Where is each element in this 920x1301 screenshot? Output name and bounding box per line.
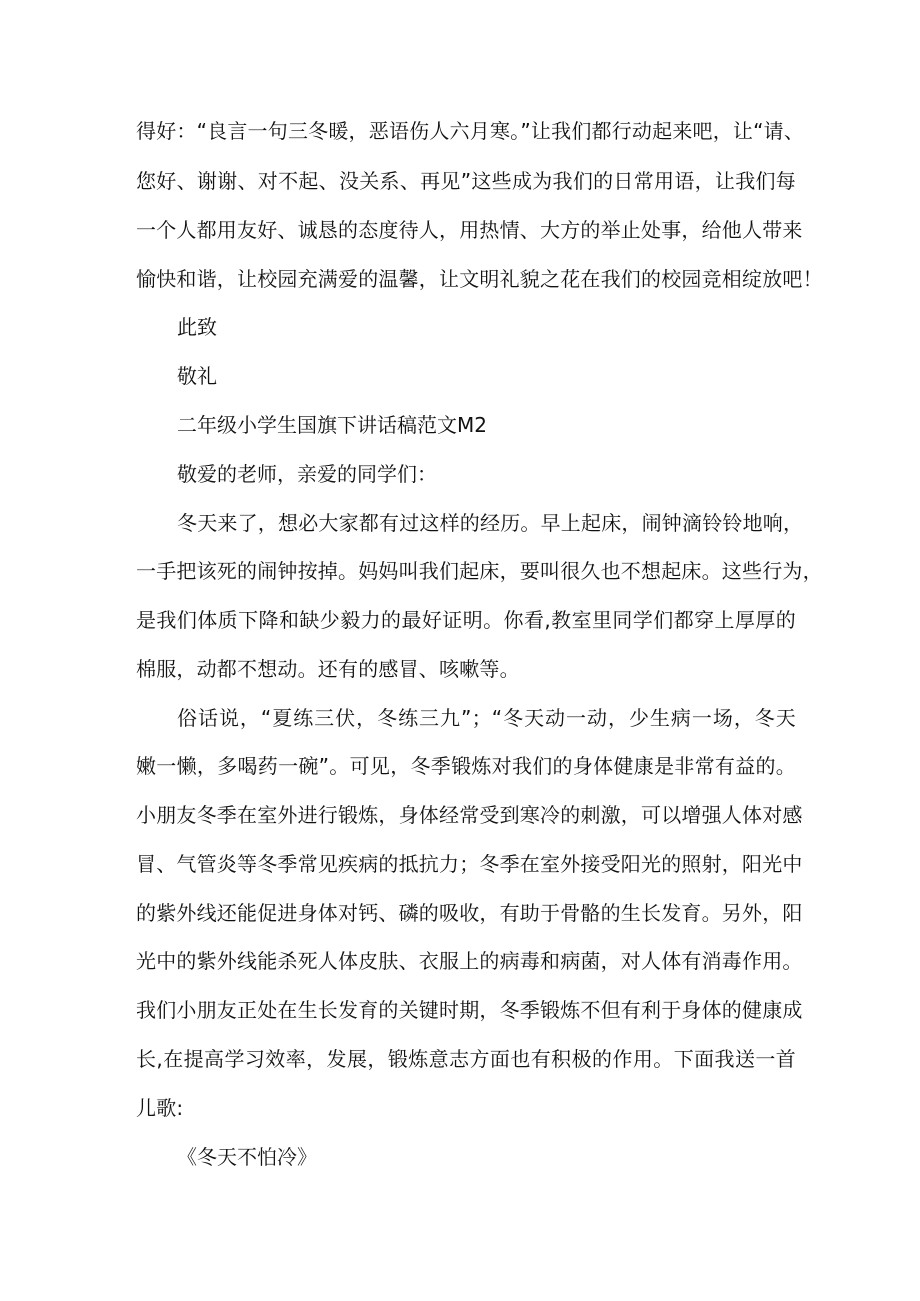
paragraph-line: 小朋友冬季在室外进行锻炼，身体经常受到寒冷的刺激，可以增强人体对感 (136, 803, 803, 827)
paragraph-line: 冬天来了，想必大家都有过这样的经历。早上起床，闹钟滴铃铃地响， (177, 511, 804, 535)
paragraph-line: 一个人都用友好、诚恳的态度待人，用热情、大方的举止处事，给他人带来 (136, 218, 803, 242)
paragraph-line: 一手把该死的闹钟按掉。妈妈叫我们起床，要叫很久也不想起床。这些行为， (136, 559, 823, 583)
paragraph-line: 长,在提高学习效率，发展，锻炼意志方面也有积极的作用。下面我送一首 (136, 1047, 796, 1071)
paragraph-line: 俗话说，“夏练三伏，冬练三九”；“冬天动一动，少生病一场，冬天 (177, 706, 796, 730)
greeting: 敬爱的老师，亲爱的同学们： (177, 462, 437, 486)
section-title: 二年级小学生国旗下讲话稿范文M2 (177, 413, 487, 437)
paragraph-line: 得好：“良言一句三冬暖，恶语伤人六月寒。”让我们都行动起来吧，让“请、 (136, 119, 805, 143)
paragraph-line: 的紫外线还能促进身体对钙、磷的吸收，有助于骨骼的生长发育。另外，阳 (136, 901, 803, 925)
paragraph-line: 棉服，动都不想动。还有的感冒、咳嗽等。 (136, 657, 520, 681)
paragraph-line: 您好、谢谢、对不起、没关系、再见”这些成为我们的日常用语，让我们每 (136, 169, 796, 193)
poem-title: 《冬天不怕冷》 (177, 1145, 317, 1169)
paragraph-line: 儿歌: (136, 1096, 184, 1120)
paragraph-line: 嫩一懒，多喝药一碗”。可见，冬季锻炼对我们的身体健康是非常有益的。 (136, 754, 796, 778)
closing-line: 此致 (177, 315, 217, 339)
paragraph-line: 冒、气管炎等冬季常见疾病的抵抗力；冬季在室外接受阳光的照射，阳光中 (136, 852, 803, 876)
paragraph-line: 愉快和谐，让校园充满爱的温馨，让文明礼貌之花在我们的校园竞相绽放吧！ (136, 267, 823, 291)
paragraph-line: 光中的紫外线能杀死人体皮肤、衣服上的病毒和病菌，对人体有消毒作用。 (136, 949, 803, 973)
paragraph-line: 我们小朋友正处在生长发育的关键时期，冬季锻炼不但有利于身体的健康成 (136, 998, 803, 1022)
paragraph-line: 是我们体质下降和缺少毅力的最好证明。你看,教室里同学们都穿上厚厚的 (136, 608, 796, 632)
closing-line: 敬礼 (177, 364, 217, 388)
